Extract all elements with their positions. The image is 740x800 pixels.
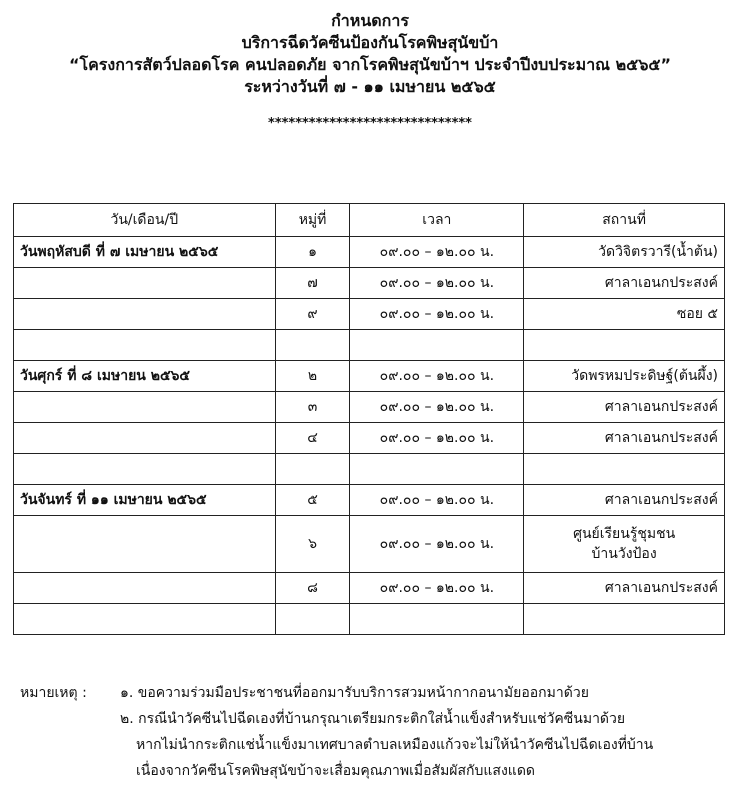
cell-group bbox=[275, 454, 350, 485]
note-item-2-line-3: เนื่องจากวัคซีนโรคพิษสุนัขบ้าจะเสื่อมคุณภาพเมื่อสัมผัสกับแสงแดด bbox=[136, 763, 536, 779]
cell-group: ๗ bbox=[275, 268, 350, 299]
cell-place-line2: บ้านวังป้อง bbox=[591, 546, 657, 562]
cell-time: ๐๙.๐๐ – ๑๒.๐๐ น. bbox=[350, 268, 524, 299]
cell-place bbox=[524, 330, 725, 361]
note-item-1: ๑. ขอความร่วมมือประชาชนที่ออกมารับบริการสวมหน้ากากอนามัยออกมาด้วย bbox=[120, 685, 589, 701]
schedule-table bbox=[13, 203, 725, 635]
cell-time: ๐๙.๐๐ – ๑๒.๐๐ น. bbox=[350, 392, 524, 423]
notes-label: หมายเหตุ : bbox=[20, 685, 87, 701]
cell-group: ๖ bbox=[275, 516, 350, 573]
table-row bbox=[14, 423, 725, 454]
header-date-range: ระหว่างวันที่ ๗ - ๑๑ เมษายน ๒๕๖๕ bbox=[244, 77, 496, 96]
cell-day bbox=[14, 392, 276, 423]
header-cell-place: สถานที่ bbox=[524, 204, 725, 237]
table-row bbox=[14, 516, 725, 573]
table-row bbox=[14, 573, 725, 604]
cell-day: วันจันทร์ ที่ ๑๑ เมษายน ๒๕๖๕ bbox=[14, 485, 276, 516]
cell-day bbox=[14, 573, 276, 604]
note-item-2-line-1: ๒. กรณีนำวัคซีนไปฉีดเองที่บ้านกรุณาเตรียมกระติกใส่น้ำแข็งสำหรับแช่วัคซีนมาด้วย bbox=[120, 711, 626, 727]
cell-place bbox=[524, 604, 725, 635]
notes-section bbox=[20, 680, 730, 784]
table-row bbox=[14, 237, 725, 268]
cell-place bbox=[524, 516, 725, 573]
table-row bbox=[14, 268, 725, 299]
cell-place: วัดวิจิตรวารี(น้ำต้น) bbox=[524, 237, 725, 268]
cell-group: ๙ bbox=[275, 299, 350, 330]
table-row-empty bbox=[14, 604, 725, 635]
cell-day bbox=[14, 516, 276, 573]
cell-group: ๒ bbox=[275, 361, 350, 392]
cell-day bbox=[14, 454, 276, 485]
cell-group bbox=[275, 604, 350, 635]
cell-day: วันศุกร์ ที่ ๘ เมษายน ๒๕๖๕ bbox=[14, 361, 276, 392]
cell-time: ๐๙.๐๐ – ๑๒.๐๐ น. bbox=[350, 516, 524, 573]
note-item-2-line-2: หากไม่นำกระติกแช่น้ำแข็งมาเทศบาลตำบลเหมืองแก้วจะไม่ให้นำวัคซีนไปฉีดเองที่บ้าน bbox=[136, 737, 654, 753]
table-row bbox=[14, 485, 725, 516]
cell-place: ศาลาเอนกประสงค์ bbox=[524, 485, 725, 516]
cell-place: ศาลาเอนกประสงค์ bbox=[524, 392, 725, 423]
header-cell-group: หมู่ที่ bbox=[275, 204, 350, 237]
cell-group: ๔ bbox=[275, 423, 350, 454]
header-cell-date: วัน/เดือน/ปี bbox=[14, 204, 276, 237]
cell-time: ๐๙.๐๐ – ๑๒.๐๐ น. bbox=[350, 573, 524, 604]
table-row-empty bbox=[14, 330, 725, 361]
cell-time bbox=[350, 604, 524, 635]
header-cell-time: เวลา bbox=[350, 204, 524, 237]
cell-place bbox=[524, 454, 725, 485]
cell-day bbox=[14, 299, 276, 330]
cell-time: ๐๙.๐๐ – ๑๒.๐๐ น. bbox=[350, 423, 524, 454]
table-row bbox=[14, 392, 725, 423]
header-divider-stars: ****************************** bbox=[268, 116, 472, 131]
cell-place: ศาลาเอนกประสงค์ bbox=[524, 423, 725, 454]
cell-place: ซอย ๕ bbox=[524, 299, 725, 330]
cell-day bbox=[14, 423, 276, 454]
cell-day: วันพฤหัสบดี ที่ ๗ เมษายน ๒๕๖๕ bbox=[14, 237, 276, 268]
cell-group bbox=[275, 330, 350, 361]
cell-group: ๓ bbox=[275, 392, 350, 423]
cell-place-line1: ศูนย์เรียนรู้ชุมชน bbox=[573, 526, 676, 542]
cell-day bbox=[14, 268, 276, 299]
header-project-name: “โครงการสัตว์ปลอดโรค คนปลอดภัย จากโรคพิษสุนัขบ้าฯ ประจำปีงบประมาณ ๒๕๖๕” bbox=[68, 55, 672, 74]
table-row bbox=[14, 361, 725, 392]
header-title: กำหนดการ bbox=[331, 11, 409, 30]
cell-group: ๕ bbox=[275, 485, 350, 516]
cell-place: วัดพรหมประดิษฐ์(ต้นผึ้ง) bbox=[524, 361, 725, 392]
cell-group: ๘ bbox=[275, 573, 350, 604]
note-item-1-row bbox=[20, 680, 730, 706]
table-row-empty bbox=[14, 454, 725, 485]
cell-place: ศาลาเอนกประสงค์ bbox=[524, 268, 725, 299]
cell-place: ศาลาเอนกประสงค์ bbox=[524, 573, 725, 604]
cell-time: ๐๙.๐๐ – ๑๒.๐๐ น. bbox=[350, 299, 524, 330]
cell-time bbox=[350, 454, 524, 485]
cell-group: ๑ bbox=[275, 237, 350, 268]
cell-time: ๐๙.๐๐ – ๑๒.๐๐ น. bbox=[350, 485, 524, 516]
cell-time bbox=[350, 330, 524, 361]
header-subtitle: บริการฉีดวัคซีนป้องกันโรคพิษสุนัขบ้า bbox=[241, 33, 499, 52]
table-header-row bbox=[14, 204, 725, 237]
cell-time: ๐๙.๐๐ – ๑๒.๐๐ น. bbox=[350, 361, 524, 392]
table-row bbox=[14, 299, 725, 330]
document-header bbox=[0, 10, 740, 131]
cell-day bbox=[14, 330, 276, 361]
cell-time: ๐๙.๐๐ – ๑๒.๐๐ น. bbox=[350, 237, 524, 268]
cell-day bbox=[14, 604, 276, 635]
